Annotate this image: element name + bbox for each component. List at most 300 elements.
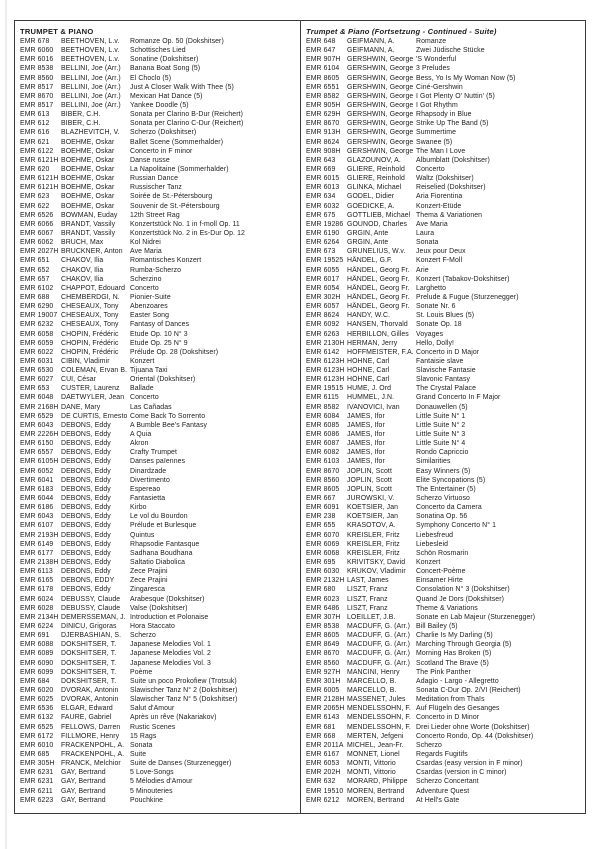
catalog-composer: DEBONS, Eddy xyxy=(61,559,111,567)
catalog-title: Romantisches Konzert xyxy=(130,257,202,265)
catalog-title: Ave Maria xyxy=(130,248,162,256)
catalog-num: EMR 6085 xyxy=(306,421,340,429)
catalog-title: Saltatio Diabolica xyxy=(130,559,186,567)
catalog-title: Schön Rosmarin xyxy=(416,549,469,557)
catalog-title: Pionier-Suite xyxy=(130,293,171,301)
catalog-composer: BEETHOVEN, L.v. xyxy=(61,38,120,45)
catalog-composer: CUSTER, Laurenz xyxy=(61,385,120,393)
catalog-composer: BEETHOVEN, L.v. xyxy=(61,47,120,55)
catalog-composer: FAURE, Gabriel xyxy=(61,714,112,722)
catalog-composer: GERSHWIN, George xyxy=(347,74,414,82)
catalog-row xyxy=(306,430,582,439)
catalog-composer: BOEHME, Oskar xyxy=(61,184,115,192)
catalog-row xyxy=(306,659,582,668)
catalog-num: EMR 6022 xyxy=(20,348,54,356)
catalog-title: Liebesfreud xyxy=(416,531,454,539)
catalog-title: Etude Op. 10 N° 3 xyxy=(130,330,188,338)
catalog-row xyxy=(20,238,297,247)
catalog-composer: KREISLER, Fritz xyxy=(347,549,400,557)
catalog-composer: DOKSHITSER, T. xyxy=(61,641,117,649)
catalog-num: EMR 6290 xyxy=(20,303,54,311)
catalog-row xyxy=(306,503,582,512)
catalog-row xyxy=(306,512,582,521)
catalog-num: EMR 6027 xyxy=(20,376,54,384)
catalog-num: EMR 2168H xyxy=(20,403,59,411)
catalog-num: EMR 6105H xyxy=(20,458,59,466)
catalog-row xyxy=(20,704,297,713)
catalog-title: Easter Song xyxy=(130,312,170,320)
catalog-composer: BRANDT, Vassily xyxy=(61,229,116,237)
catalog-num: EMR 927H xyxy=(306,668,341,676)
catalog-row xyxy=(20,512,297,521)
catalog-composer: DOKSHITSER, T. xyxy=(61,659,117,667)
catalog-composer: CHOPIN, Frédéric xyxy=(61,339,119,347)
catalog-composer: DE CURTIS, Ernesto xyxy=(61,412,128,420)
catalog-composer: DEBONS, Eddy xyxy=(61,513,111,521)
catalog-title: Scherzo (Dokshitser) xyxy=(130,129,197,137)
catalog-num: EMR 648 xyxy=(306,38,336,45)
catalog-title: Donauwellen (5) xyxy=(416,403,468,411)
catalog-title: Hora Staccato xyxy=(130,623,175,630)
catalog-num: EMR 6102 xyxy=(20,284,54,292)
catalog-num: EMR 8624 xyxy=(306,138,340,146)
catalog-title: Fantasietta xyxy=(130,495,166,503)
catalog-row xyxy=(306,604,582,613)
catalog-title: Kirbo xyxy=(130,504,147,512)
catalog-num: EMR 6231 xyxy=(20,778,54,786)
catalog-title: Regards Fugitifs xyxy=(416,750,468,758)
catalog-num: EMR 643 xyxy=(306,156,336,164)
catalog-title: The Man I Love xyxy=(416,147,466,155)
catalog-row xyxy=(306,92,582,101)
catalog-title: Quintus xyxy=(130,531,155,539)
catalog-composer: FRACKENPOHL, A. xyxy=(61,741,125,749)
catalog-composer: MENDELSSOHN, F. xyxy=(347,714,411,722)
catalog-row xyxy=(306,713,582,722)
catalog-title: Akron xyxy=(130,440,149,448)
catalog-num: EMR 8670 xyxy=(306,467,340,475)
catalog-composer: MORARD, Philippe xyxy=(347,778,408,786)
catalog-row xyxy=(20,320,297,329)
catalog-title: Auf Flügeln des Gesanges xyxy=(416,705,500,713)
catalog-row xyxy=(20,668,297,677)
catalog-title: Scotland The Brave (5) xyxy=(416,659,489,667)
catalog-composer: BELLINI, Joe (Arr.) xyxy=(61,65,121,73)
catalog-num: EMR 685 xyxy=(20,750,50,758)
catalog-num: EMR 651 xyxy=(20,257,50,265)
catalog-row xyxy=(306,110,582,119)
catalog-num: EMR 6167 xyxy=(306,750,340,758)
catalog-row xyxy=(20,613,297,622)
catalog-title: Rustic Scenes xyxy=(130,723,176,731)
catalog-composer: DAETWYLER, Jean xyxy=(61,394,125,402)
catalog-title: Drei Lieder ohne Worte (Dokshitser) xyxy=(416,723,530,731)
catalog-title: Scherzo xyxy=(416,741,442,749)
catalog-composer: CHAKOV, Ilia xyxy=(61,275,104,283)
catalog-row xyxy=(20,183,297,192)
catalog-title: Divertimento xyxy=(130,476,170,484)
catalog-title: Thema & Variationen xyxy=(416,211,483,219)
catalog-row xyxy=(306,457,582,466)
catalog-title: Rhapsody in Blue xyxy=(416,111,472,119)
catalog-title: Schottisches Lied xyxy=(130,47,186,55)
catalog-num: EMR 6043 xyxy=(20,421,54,429)
catalog-composer: KRASOTOV, A. xyxy=(347,522,396,530)
catalog-num: EMR 6121H xyxy=(20,156,59,164)
catalog-title: Espereao xyxy=(130,485,161,493)
catalog-row xyxy=(20,46,297,55)
catalog-title: Sonatine (Dokshitser) xyxy=(130,56,199,64)
catalog-num: EMR 680 xyxy=(306,586,336,594)
catalog-num: EMR 684 xyxy=(20,677,50,685)
catalog-composer: HÖHNE, Carl xyxy=(347,357,390,365)
catalog-row xyxy=(306,631,582,640)
catalog-composer: LAST, James xyxy=(347,577,389,585)
catalog-title: Konzertstück No. 2 in Es-Dur Op. 12 xyxy=(130,229,245,237)
catalog-num: EMR 652 xyxy=(20,266,50,274)
catalog-row xyxy=(306,275,582,284)
catalog-num: EMR 695 xyxy=(306,559,336,567)
catalog-title: Laura xyxy=(416,229,435,237)
catalog-composer: GRGIN, Ante xyxy=(347,229,389,237)
catalog-composer: DINICU, Grigoras xyxy=(61,623,117,630)
catalog-num: EMR 6084 xyxy=(306,412,340,420)
catalog-composer: KRUKOV, Vladimir xyxy=(347,568,406,576)
catalog-row xyxy=(20,302,297,311)
catalog-num: EMR 8605 xyxy=(306,485,340,493)
catalog-row xyxy=(306,567,582,576)
catalog-row xyxy=(306,485,582,494)
catalog-num: EMR 8670 xyxy=(20,92,54,100)
catalog-title: Romanze Op. 50 (Dokshitser) xyxy=(130,38,224,45)
catalog-title: Scherzino xyxy=(130,275,162,283)
catalog-row xyxy=(306,55,582,64)
catalog-title: Japanese Melodies Vol. 2 xyxy=(130,650,211,658)
catalog-row xyxy=(20,110,297,119)
catalog-num: EMR 2065H xyxy=(306,705,345,713)
catalog-composer: HÄNDEL, Georg Fr. xyxy=(347,266,410,274)
catalog-num: EMR 612 xyxy=(20,120,50,128)
catalog-row xyxy=(306,777,582,786)
catalog-num: EMR 655 xyxy=(306,522,336,530)
catalog-title: Concerto in D Major xyxy=(416,348,480,356)
catalog-title: Prélude Op. 28 (Dokshitser) xyxy=(130,348,219,356)
catalog-title: Ballade xyxy=(130,385,154,393)
catalog-composer: DEBONS, Eddy xyxy=(61,485,111,493)
catalog-row xyxy=(20,229,297,238)
catalog-row xyxy=(306,101,582,110)
catalog-num: EMR 6024 xyxy=(20,595,54,603)
catalog-row xyxy=(306,183,582,192)
catalog-composer: HÄNDEL, Georg Fr. xyxy=(347,275,410,283)
catalog-composer: FRACKENPOHL, A. xyxy=(61,750,125,758)
catalog-composer: JUROWSKI, V. xyxy=(347,495,395,503)
catalog-title: Prélude et Burlesque xyxy=(130,522,197,530)
catalog-row xyxy=(306,256,582,265)
catalog-composer: CHEMBERDGI, N. xyxy=(61,293,120,301)
catalog-row xyxy=(20,357,297,366)
catalog-title: Konzert xyxy=(416,559,441,567)
catalog-composer: GLIERE, Reinhold xyxy=(347,175,405,183)
catalog-num: EMR 6123H xyxy=(306,367,345,375)
catalog-row xyxy=(306,677,582,686)
catalog-num: EMR 907H xyxy=(306,56,341,64)
catalog-title: Yankee Doodle (5) xyxy=(130,101,189,109)
catalog-num: EMR 6190 xyxy=(306,229,340,237)
catalog-composer: GERSHWIN, George xyxy=(347,120,414,128)
catalog-composer: HERMAN, Jerry xyxy=(347,339,398,347)
catalog-num: EMR 6172 xyxy=(20,732,54,740)
catalog-row xyxy=(306,741,582,750)
catalog-title: Zwei Jüdische Stücke xyxy=(416,47,485,55)
catalog-row xyxy=(306,284,582,293)
catalog-composer: BOWMAN, Euday xyxy=(61,211,118,219)
catalog-row xyxy=(20,37,297,46)
catalog-composer: HÄNDEL, Georg Fr. xyxy=(347,293,410,301)
catalog-row xyxy=(20,256,297,265)
catalog-num: EMR 6010 xyxy=(20,741,54,749)
catalog-num: EMR 6223 xyxy=(20,796,54,804)
scan-edge-artifact xyxy=(5,0,7,849)
catalog-row xyxy=(20,412,297,421)
catalog-num: EMR 634 xyxy=(306,193,336,201)
catalog-num: EMR 2138H xyxy=(20,559,59,567)
catalog-num: EMR 6263 xyxy=(306,330,340,338)
catalog-composer: BOEHME, Oskar xyxy=(61,165,115,173)
catalog-num: EMR 6088 xyxy=(20,641,54,649)
catalog-num: EMR 6115 xyxy=(306,394,339,402)
catalog-row xyxy=(306,403,582,412)
catalog-num: EMR 6087 xyxy=(306,440,340,448)
catalog-row xyxy=(20,640,297,649)
catalog-title: Slawischer Tanz N° 2 (Dokshitser) xyxy=(130,686,238,694)
catalog-title: 5 Mélodies d'Amour xyxy=(130,778,193,786)
catalog-row xyxy=(306,521,582,530)
catalog-num: EMR 6178 xyxy=(20,586,54,594)
catalog-row xyxy=(306,558,582,567)
catalog-title: Just A Closer Walk With Thee (5) xyxy=(130,83,234,91)
catalog-title: La Napolitaine (Sommerhalder) xyxy=(130,165,229,173)
catalog-num: EMR 8517 xyxy=(20,83,54,91)
catalog-composer: IVANOVICI, Ivan xyxy=(347,403,400,411)
catalog-row xyxy=(20,192,297,201)
catalog-row xyxy=(306,585,582,594)
catalog-title: Abenzoares xyxy=(130,303,168,311)
catalog-composer: ELGAR, Edward xyxy=(61,705,113,713)
catalog-title: Arabesque (Dokshitser) xyxy=(130,595,205,603)
catalog-row xyxy=(306,494,582,503)
catalog-num: EMR 6082 xyxy=(306,449,340,457)
catalog-num: EMR 6090 xyxy=(20,659,54,667)
catalog-composer: GERSHWIN, George xyxy=(347,56,414,64)
catalog-title: Consolation N° 3 (Dokshitser) xyxy=(416,586,510,594)
catalog-num: EMR 6052 xyxy=(20,467,54,475)
catalog-composer: DEBUSSY, Claude xyxy=(61,604,121,612)
catalog-row xyxy=(306,384,582,393)
catalog-num: EMR 6121H xyxy=(20,184,59,192)
catalog-row xyxy=(306,293,582,302)
catalog-title: Etude Op. 25 N° 9 xyxy=(130,339,188,347)
catalog-title: Scherzo Concertant xyxy=(416,778,479,786)
catalog-composer: CHAKOV, Ilia xyxy=(61,257,104,265)
catalog-composer: FRANCK, Melchior xyxy=(61,760,121,768)
catalog-num: EMR 2226H xyxy=(20,431,59,439)
catalog-composer: DEMERSSEMAN, J. xyxy=(61,613,126,621)
catalog-title: El Choclo (5) xyxy=(130,74,172,82)
catalog-title: Similarities xyxy=(416,458,451,466)
catalog-composer: GEIFMANN, A. xyxy=(347,47,395,55)
catalog-row xyxy=(20,467,297,476)
catalog-composer: MOREN, Bertrand xyxy=(347,796,405,804)
catalog-num: EMR 6043 xyxy=(20,513,54,521)
catalog-composer: HÄNDEL, G.F. xyxy=(347,257,393,265)
catalog-composer: BELLINI, Joe (Arr.) xyxy=(61,92,121,100)
catalog-composer: GODEL, Didier xyxy=(347,193,395,201)
catalog-row xyxy=(20,777,297,786)
catalog-row xyxy=(20,293,297,302)
catalog-num: EMR 6031 xyxy=(20,357,54,365)
catalog-composer: GLIERE, Reinhold xyxy=(347,165,405,173)
catalog-title: Sonatina Op. 56 xyxy=(416,513,468,521)
catalog-num: EMR 6526 xyxy=(20,211,54,219)
catalog-composer: DEBONS, Eddy xyxy=(61,540,111,548)
catalog-title: Russian Dance xyxy=(130,175,179,183)
catalog-title: Concerto in D Minor xyxy=(416,714,480,722)
catalog-num: EMR 6113 xyxy=(20,568,53,576)
catalog-title: Dinardzade xyxy=(130,467,167,475)
catalog-row xyxy=(20,585,297,594)
catalog-row xyxy=(20,503,297,512)
catalog-num: EMR 8670 xyxy=(306,650,340,658)
catalog-composer: HOFFMEISTER, F.A. xyxy=(347,348,414,356)
catalog-num: EMR 6067 xyxy=(20,229,54,237)
catalog-row xyxy=(306,192,582,201)
catalog-num: EMR 6054 xyxy=(306,284,340,292)
catalog-title: Morning Has Broken (5) xyxy=(416,650,492,658)
catalog-num: EMR 6044 xyxy=(20,495,54,503)
catalog-row xyxy=(306,119,582,128)
catalog-row xyxy=(306,723,582,732)
catalog-composer: GERSHWIN, George xyxy=(347,147,414,155)
catalog-composer: GLAZOUNOV, A. xyxy=(347,156,401,164)
catalog-row xyxy=(20,430,297,439)
catalog-row xyxy=(306,147,582,156)
catalog-num: EMR 305H xyxy=(20,760,55,768)
catalog-num: EMR 6058 xyxy=(20,330,54,338)
catalog-row xyxy=(20,649,297,658)
catalog-title: Pouchkine xyxy=(130,796,164,804)
catalog-row xyxy=(20,339,297,348)
catalog-rows-right xyxy=(306,37,582,805)
catalog-row xyxy=(306,238,582,247)
catalog-num: EMR 6030 xyxy=(306,568,340,576)
catalog-num: EMR 8582 xyxy=(306,92,340,100)
catalog-num: EMR 668 xyxy=(306,732,336,740)
catalog-num: EMR 6020 xyxy=(20,686,54,694)
catalog-num: EMR 6053 xyxy=(306,760,340,768)
catalog-composer: MACDUFF, G. (Arr.) xyxy=(347,659,411,667)
catalog-num: EMR 19286 xyxy=(306,220,344,228)
catalog-num: EMR 8560 xyxy=(306,659,340,667)
catalog-row xyxy=(20,677,297,686)
catalog-row xyxy=(306,759,582,768)
catalog-title: Salut d'Amour xyxy=(130,705,175,713)
catalog-title: Sonata per Clarino C-Dur (Reichert) xyxy=(130,120,244,128)
catalog-composer: LOEILLET, J.B. xyxy=(347,613,396,621)
catalog-title: Swanee (5) xyxy=(416,138,453,146)
catalog-num: EMR 673 xyxy=(306,248,336,256)
catalog-row xyxy=(306,576,582,585)
catalog-num: EMR 6121H xyxy=(20,175,59,183)
catalog-composer: DEBONS, Eddy xyxy=(61,467,111,475)
catalog-row xyxy=(20,92,297,101)
catalog-composer: LISZT, Franz xyxy=(347,604,388,612)
catalog-title: 15 Rags xyxy=(130,732,157,740)
catalog-composer: HÄNDEL, Georg Fr. xyxy=(347,303,410,311)
catalog-row xyxy=(20,531,297,540)
catalog-composer: CHESEAUX, Tony xyxy=(61,321,119,329)
catalog-composer: BOEHME, Oskar xyxy=(61,202,115,210)
catalog-num: EMR 6212 xyxy=(306,796,340,804)
catalog-composer: FILLMORE, Henry xyxy=(61,732,120,740)
catalog-row xyxy=(306,174,582,183)
catalog-row xyxy=(306,320,582,329)
catalog-composer: KRIVITSKY, David xyxy=(347,559,406,567)
catalog-row xyxy=(20,686,297,695)
catalog-num: EMR 6023 xyxy=(306,595,340,603)
catalog-composer: COLEMAN, Ervan B. xyxy=(61,367,128,375)
catalog-composer: BELLINI, Joe (Arr.) xyxy=(61,74,121,82)
catalog-title: A Bumble Bee's Fantasy xyxy=(130,421,208,429)
catalog-composer: JAMES, Ifor xyxy=(347,449,385,457)
catalog-title: Scherzo Virtuoso xyxy=(416,495,470,503)
catalog-row xyxy=(306,787,582,796)
catalog-row xyxy=(20,128,297,137)
catalog-num: EMR 613 xyxy=(20,111,50,119)
catalog-page-frame xyxy=(14,20,586,814)
catalog-num: EMR 6232 xyxy=(20,321,54,329)
catalog-title: Sonata xyxy=(416,239,439,247)
catalog-title: 5 Love-Songs xyxy=(130,769,174,777)
catalog-num: EMR 6123H xyxy=(306,357,345,365)
catalog-composer: KREISLER, Fritz xyxy=(347,531,400,539)
catalog-composer: JOPLIN, Scott xyxy=(347,467,392,475)
catalog-row xyxy=(306,229,582,238)
catalog-num: EMR 632 xyxy=(306,778,336,786)
catalog-row xyxy=(306,421,582,430)
catalog-num: EMR 675 xyxy=(306,211,336,219)
catalog-num: EMR 6123H xyxy=(306,376,345,384)
catalog-title: Suite un poco Prokofiew (Trotsuk) xyxy=(130,677,237,685)
catalog-num: EMR 6224 xyxy=(20,623,54,630)
catalog-composer: GERSHWIN, George xyxy=(347,83,414,91)
column-title-left: TRUMPET & PIANO xyxy=(20,27,94,36)
catalog-title: Concerto da Camera xyxy=(416,504,482,512)
catalog-title: Sonata C-Dur Op. 2/VI (Reichert) xyxy=(416,686,521,694)
catalog-composer: JAMES, Ifor xyxy=(347,431,385,439)
catalog-row xyxy=(20,521,297,530)
catalog-composer: BOEHME, Oskar xyxy=(61,156,115,164)
catalog-num: EMR 6183 xyxy=(20,485,54,493)
catalog-title: Prelude & Fugue (Sturzenegger) xyxy=(416,293,519,301)
column-title-right: Trumpet & Piano (Fortsetzung - Continued - Suite) xyxy=(306,27,497,36)
catalog-title: Valse (Dokshitser) xyxy=(130,604,188,612)
catalog-title: Larghetto xyxy=(416,284,447,292)
catalog-title: Aria Fiorentina xyxy=(416,193,463,201)
catalog-row xyxy=(20,275,297,284)
catalog-num: EMR 302H xyxy=(306,293,341,301)
catalog-num: EMR 913H xyxy=(306,129,341,137)
